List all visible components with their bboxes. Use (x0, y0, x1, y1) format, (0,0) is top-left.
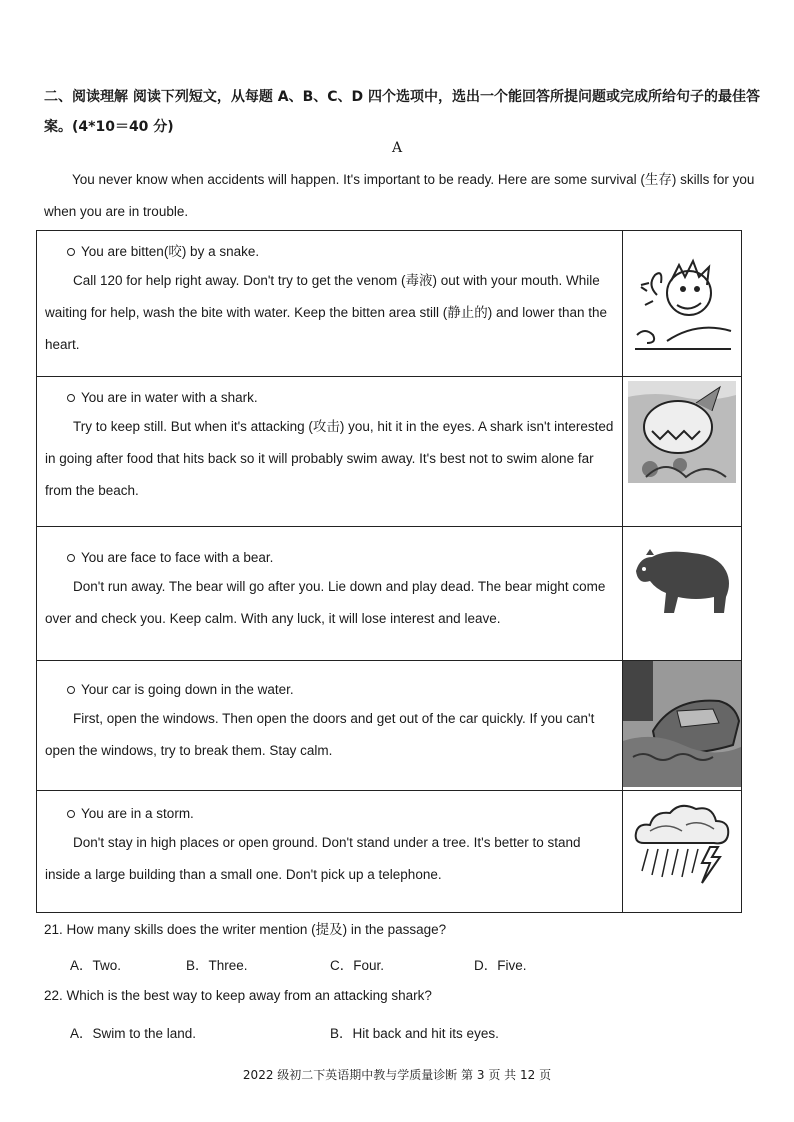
question-stem: 22. Which is the best way to keep away from an attacking shark? (44, 988, 432, 1003)
row-title: Your car is going down in the water. (81, 682, 294, 697)
row-title: You are in a storm. (81, 806, 194, 821)
option-a[interactable]: A．Swim to the land. (70, 1026, 197, 1041)
row-body: Don't run away. The bear will go after you. Lie down and play dead. The bear might come over and check you. Keep calm. With any luck, it will lose interest and leave. (45, 579, 606, 626)
option-c[interactable]: C．Four. (330, 958, 385, 973)
question-stem: 21. How many skills does the writer mention (提及) in the passage? (44, 922, 447, 937)
table-row (37, 377, 742, 527)
row-title: You are in water with a shark. (81, 390, 258, 405)
row-title: You are face to face with a bear. (81, 550, 274, 565)
row-body: Call 120 for help right away. Don't try to get the venom (毒液) out with your mouth. While waiting for help, wash the bite with water. Keep the bitten area still (静止的) and lower than the heart. (45, 273, 608, 352)
option-d[interactable]: D．Five. (474, 958, 527, 973)
intro-line-2: when you are in trouble. (44, 204, 189, 219)
option-b[interactable]: B．Three. (186, 958, 248, 973)
bullet-icon (67, 810, 75, 818)
bullet-icon (67, 686, 75, 694)
option-b[interactable]: B．Hit back and hit its eyes. (330, 1026, 499, 1041)
shark-illustration (623, 377, 742, 527)
question-22 (44, 988, 764, 1003)
bullet-icon (67, 394, 75, 402)
storm-cloud-illustration (623, 791, 742, 913)
snake-bite-illustration (623, 231, 742, 377)
bullet-icon (67, 554, 75, 562)
row-body: Don't stay in high places or open ground. Don't stand under a tree. It's better to stand inside a large building than a small one. Don't pick up a telephone. (45, 835, 581, 882)
survival-skills-table (36, 230, 742, 913)
intro-paragraph (44, 164, 764, 228)
sinking-car-illustration (623, 661, 742, 791)
row-title: You are bitten(咬) by a snake. (81, 244, 260, 259)
table-row (37, 527, 742, 661)
row-body: First, open the windows. Then open the doors and get out of the car quickly. If you can't open the windows, try to break them. Stay calm. (45, 711, 595, 758)
bullet-icon (67, 248, 75, 256)
table-row (37, 791, 742, 913)
passage-title: A (391, 140, 403, 156)
page-footer: 2022 级初二下英语期中教与学质量诊断 第 3 页 共 12 页 (242, 1068, 552, 1082)
question-21 (44, 918, 764, 938)
table-row (37, 231, 742, 377)
option-a[interactable]: A．Two. (70, 958, 122, 973)
bear-illustration (623, 527, 742, 661)
table-row (37, 661, 742, 791)
intro-line-1: You never know when accidents will happen. It's important to be ready. Here are some survival (生存) skills for you (72, 172, 755, 187)
section-header: 二、阅读理解 阅读下列短文，从每题 A、B、C、D 四个选项中，选出一个能回答所提问题或完成所给句子的最佳答案。(4*10＝40 分) (44, 89, 761, 135)
row-body: Try to keep still. But when it's attacking (攻击) you, hit it in the eyes. A shark isn't interested in going after food that hits back so it will probably swim away. It's best not to swim alone far from the beach. (45, 419, 614, 498)
